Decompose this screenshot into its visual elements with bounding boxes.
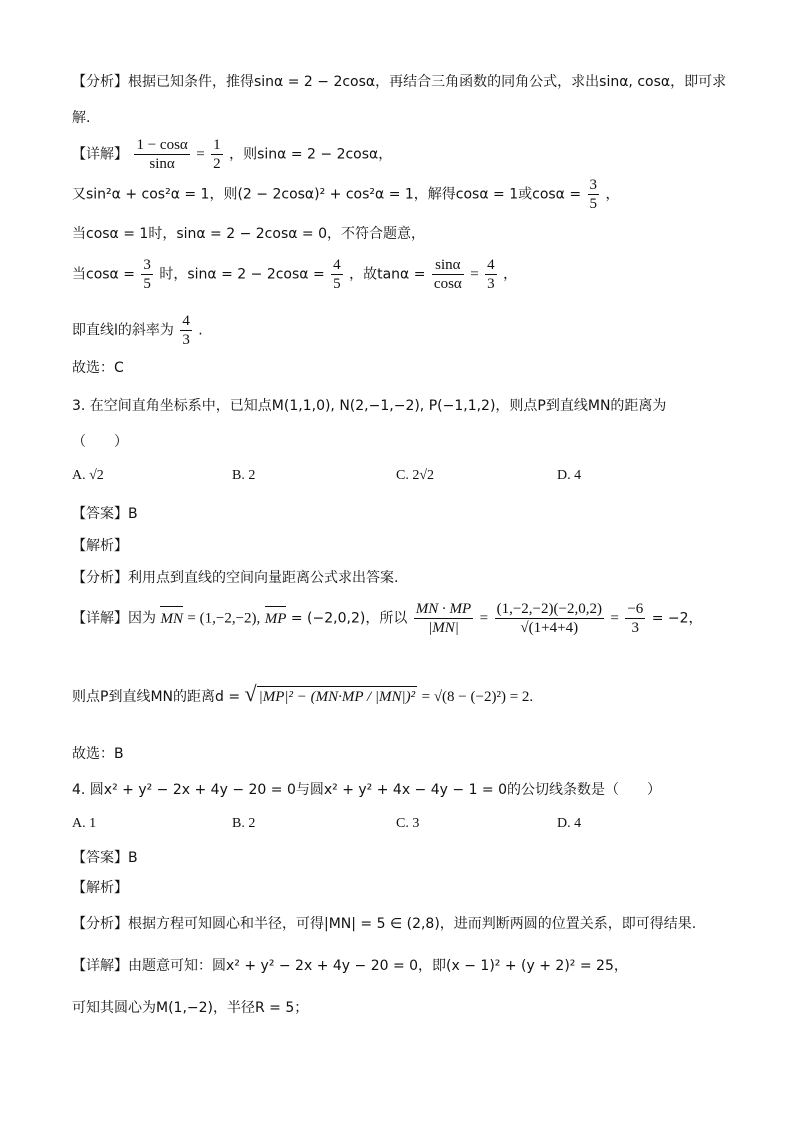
analysis-title-4: 【解析】 [72, 880, 128, 896]
analysis-line-1: 【分析】根据已知条件，推得sinα = 2 − 2cosα，再结合三角函数的同角公式，求出sinα, cosα，即可求 [72, 74, 727, 90]
detail-text: 又sin²α + cos²α = 1，则(2 − 2cosα)² + cos²α = 1，解得cosα = 1或cosα = [72, 186, 582, 203]
fraction-4-3 [485, 256, 497, 293]
frac-den: 5 [589, 196, 598, 212]
distance-line [72, 681, 534, 707]
vector-mn: MN [160, 610, 183, 627]
distance-result: = √(8 − (−2)²) = 2. [421, 689, 534, 705]
option-c-4: C. 3 [396, 816, 420, 831]
sqrt-content: |MP|² − (MN·MP / |MN|)² [257, 686, 418, 707]
question-3-bracket: （ ） [72, 434, 128, 450]
frac-den: √(1+4+4) [520, 620, 579, 636]
frac-den: 2 [213, 156, 221, 172]
detail-3 [72, 600, 703, 637]
frac-num: 4 [487, 257, 495, 273]
detail-text: ，则sinα = 2 − 2cosα， [229, 146, 393, 163]
comma: ， [503, 266, 518, 283]
comma: ， [605, 186, 620, 203]
option-d-4: D. 4 [557, 816, 582, 831]
fraction-sin-cos [432, 256, 464, 293]
analysis-title-3: 【解析】 [72, 538, 128, 554]
detail-text: 【详解】因为 [72, 610, 156, 627]
detail-line-5 [72, 312, 203, 349]
fraction-4-3-b [180, 312, 192, 349]
frac-num: 3 [589, 177, 598, 193]
frac-den: 3 [182, 332, 190, 348]
detail-text: = (−2,0,2)，所以 [290, 610, 408, 627]
equals: = [196, 146, 205, 163]
vector-mn-value: = (1,−2,−2), [187, 610, 261, 627]
detail-line-2 [72, 176, 620, 213]
detail-label: 【详解】 [72, 146, 128, 163]
option-b-4: B. 2 [232, 816, 256, 831]
fraction-3-5 [588, 176, 600, 213]
detail-text: = −2， [651, 610, 703, 627]
detail-text: 当cosα = [72, 266, 135, 283]
answer-4: 【答案】B [72, 850, 138, 866]
analysis-line-2: 解. [72, 110, 91, 126]
selection-line: 故选：C [72, 360, 124, 376]
selection-3: 故选：B [72, 746, 124, 762]
analysis-3: 【分析】利用点到直线的空间向量距离公式求出答案. [72, 570, 399, 586]
frac-den: 3 [487, 276, 495, 292]
frac-den: |MN| [428, 620, 459, 636]
frac-den: sinα [149, 156, 175, 172]
frac-num: 3 [143, 257, 151, 273]
frac-num: −6 [627, 601, 644, 617]
fraction-neg6-3 [625, 600, 645, 637]
fraction-projection [414, 600, 473, 637]
frac-den: 5 [333, 276, 341, 292]
vector-mp: MP [264, 610, 287, 627]
fraction-3-5-b [141, 256, 153, 293]
frac-den: cosα [433, 276, 462, 292]
period: . [198, 322, 203, 339]
question-3: 3. 在空间直角坐标系中，已知点M(1,1,0), N(2,−1,−2), P(−1,1,2)，则点P到直线MN的距离为 [72, 398, 667, 414]
frac-num: sinα [432, 256, 464, 275]
frac-num: 1 [213, 137, 221, 153]
equals: = [470, 266, 479, 283]
question-4: 4. 圆x² + y² − 2x + 4y − 20 = 0与圆x² + y² + 4x − 4y − 1 = 0的公切线条数是（ ） [72, 782, 662, 798]
frac-num: (1,−2,−2)(−2,0,2) [496, 601, 602, 617]
detail-4: 【详解】由题意可知：圆x² + y² − 2x + 4y − 20 = 0，即(x − 1)² + (y + 2)² = 25， [72, 958, 628, 974]
fraction-dot-product [495, 600, 604, 637]
option-d: D. 4 [557, 468, 582, 483]
equals: = [610, 610, 619, 627]
frac-den: 3 [631, 620, 640, 636]
fraction-4-5 [331, 256, 343, 293]
detail-line-4 [72, 256, 517, 293]
option-a: A. √2 [72, 468, 104, 483]
detail-line-1 [72, 136, 392, 173]
equals: = [479, 610, 489, 627]
sqrt-sign: √ [244, 681, 257, 706]
option-b: B. 2 [232, 468, 256, 483]
detail-text: 则点P到直线MN的距离d = [72, 689, 241, 705]
detail-text: 即直线l的斜率为 [72, 322, 174, 339]
frac-num: 4 [182, 313, 190, 329]
frac-num: 4 [333, 257, 341, 273]
analysis-4: 【分析】根据方程可知圆心和半径，可得|MN| = 5 ∈ (2,8)，进而判断两圆的位置关系，即可得结果. [72, 916, 697, 932]
fraction-1-cos-over-sin [134, 136, 189, 173]
answer-3: 【答案】B [72, 506, 138, 522]
option-c: C. 2√2 [396, 468, 435, 483]
frac-den: 5 [143, 276, 151, 292]
detail-text: ，故tanα = [349, 266, 426, 283]
frac-num: MN · MP [415, 601, 472, 617]
detail-text: 时，sinα = 2 − 2cosα = [159, 266, 325, 283]
frac-num: 1 − cosα [136, 137, 188, 153]
option-a-4: A. 1 [72, 816, 97, 831]
center-4: 可知其圆心为M(1,−2)，半径R = 5； [72, 1000, 309, 1016]
fraction-half [211, 136, 223, 173]
detail-line-3: 当cosα = 1时，sinα = 2 − 2cosα = 0，不符合题意， [72, 226, 426, 242]
